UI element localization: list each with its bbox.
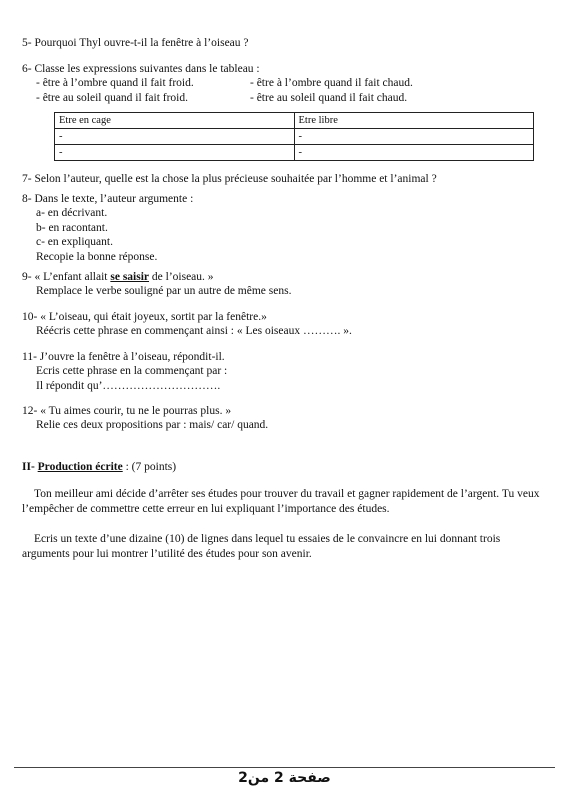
question-10-instruction: Réécris cette phrase en commençant ainsi : « Les oiseaux ………. ». <box>36 325 352 338</box>
option-b: b- en racontant. <box>36 221 108 234</box>
question-12-instruction: Relie ces deux propositions par : mais/ car/ quand. <box>36 419 269 432</box>
question-12-sentence: 12- « Tu aimes courir, tu ne le pourras plus. » <box>22 405 232 417</box>
expression-b: - être à l’ombre quand il fait chaud. <box>250 77 413 90</box>
section-2-title: Production écrite <box>37 461 123 473</box>
writing-prompt-task: Ecris un texte d’une dizaine (10) de lignes dans lequel tu essaies de le convaincre en lui donnant trois arguments pour lui montrer l’utilité des études pour son avenir. <box>22 533 501 560</box>
question-6 <box>22 62 413 105</box>
table-cell: - <box>55 129 295 145</box>
footer-divider <box>14 767 555 768</box>
table-cell: - <box>294 129 534 145</box>
question-12 <box>22 404 268 433</box>
writing-prompt-context: Ton meilleur ami décide d’arrêter ses études pour trouver du travail et gagner rapidement de l’argent. Tu veux l’empêcher de commettre cette erreur en lui expliquant l’importance des études. <box>22 488 540 515</box>
question-11 <box>22 350 227 393</box>
classification-table <box>54 112 534 161</box>
table-cell: - <box>55 145 295 161</box>
question-11-start: Il répondit qu’…………………………. <box>36 379 221 392</box>
question-11-sentence: 11- J’ouvre la fenêtre à l’oiseau, répondit-il. <box>22 351 225 363</box>
question-9-instruction: Remplace le verbe souligné par un autre de même sens. <box>36 285 292 298</box>
option-c: c- en expliquant. <box>36 236 113 249</box>
table-header-libre: Etre libre <box>294 113 534 129</box>
question-9: 9- « L’enfant allait se saisir de l’oiseau. » Remplace le verbe souligné par un autre de même sens. <box>22 271 292 298</box>
option-a: a- en décrivant. <box>36 207 108 220</box>
page-number: صفحة 2 من2 <box>238 770 331 786</box>
section-2-heading: II- Production écrite : (7 points) <box>22 461 177 473</box>
expression-a: - être à l’ombre quand il fait froid. <box>36 77 194 90</box>
expression-c: - être au soleil quand il fait froid. <box>36 91 189 104</box>
question-8 <box>22 192 193 264</box>
underlined-verb: se saisir <box>110 271 150 283</box>
table-cell: - <box>294 145 534 161</box>
question-8-title: 8- Dans le texte, l’auteur argumente : <box>22 193 194 205</box>
expression-d: - être au soleil quand il fait chaud. <box>250 91 408 104</box>
question-8-instruction: Recopie la bonne réponse. <box>36 250 158 263</box>
question-10 <box>22 310 352 339</box>
question-7: 7- Selon l’auteur, quelle est la chose la plus précieuse souhaitée par l’homme et l’animal ? <box>22 173 437 185</box>
table-header-row <box>55 113 534 129</box>
question-10-sentence: 10- « L’oiseau, qui était joyeux, sortit par la fenêtre.» <box>22 311 267 323</box>
table-header-cage: Etre en cage <box>55 113 295 129</box>
table-row <box>55 129 534 145</box>
question-11-instruction: Ecris cette phrase en la commençant par : <box>36 365 228 378</box>
question-5: 5- Pourquoi Thyl ouvre-t-il la fenêtre à l’oiseau ? <box>22 37 249 49</box>
table-row <box>55 145 534 161</box>
question-6-title: 6- Classe les expressions suivantes dans le tableau : <box>22 63 260 75</box>
